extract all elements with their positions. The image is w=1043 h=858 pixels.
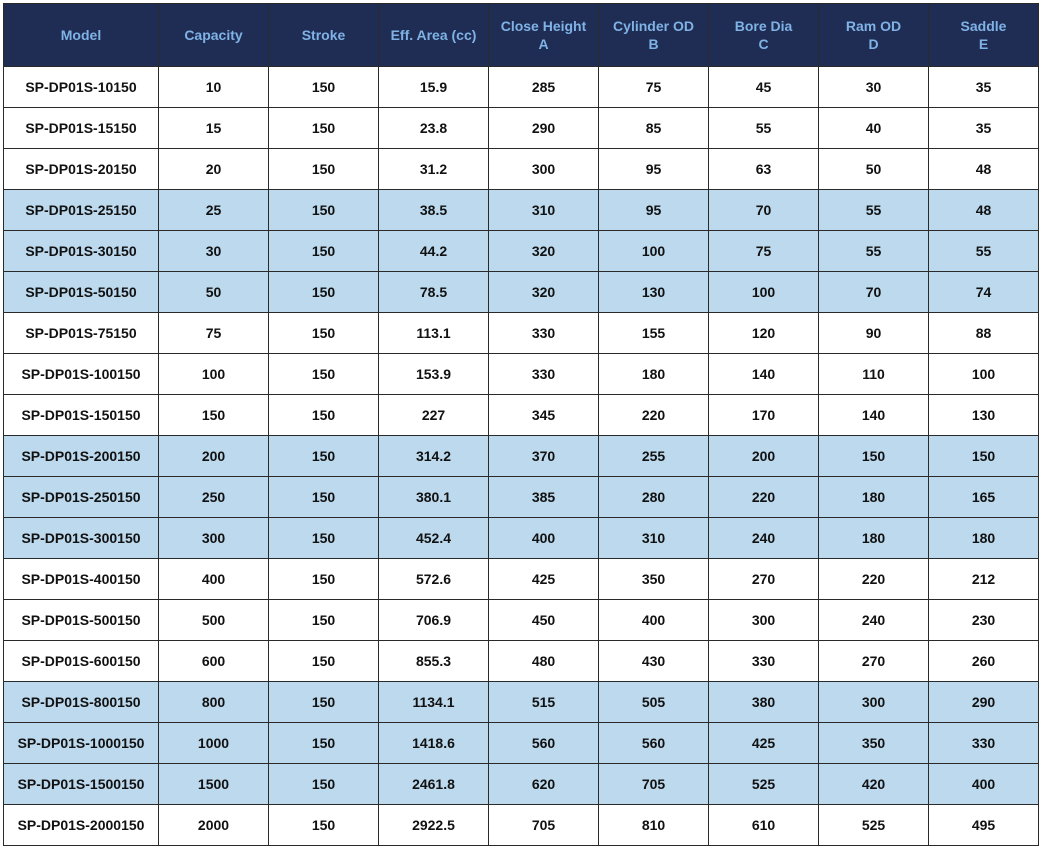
cell-capacity: 1000 <box>159 723 269 764</box>
column-header-label: Stroke <box>301 27 346 43</box>
cell-cylinder-od: 100 <box>599 231 709 272</box>
cell-ram-od: 110 <box>819 354 929 395</box>
cell-ram-od: 525 <box>819 805 929 846</box>
cell-bore-dia: 140 <box>709 354 819 395</box>
cell-model: SP-DP01S-15150 <box>4 108 159 149</box>
table-row <box>4 313 1039 354</box>
cell-eff-area: 1418.6 <box>379 723 489 764</box>
cell-bore-dia: 220 <box>709 477 819 518</box>
cell-cylinder-od: 280 <box>599 477 709 518</box>
cell-capacity: 1500 <box>159 764 269 805</box>
table-row <box>4 272 1039 313</box>
cell-stroke: 150 <box>269 805 379 846</box>
cell-saddle: 88 <box>929 313 1039 354</box>
table-row <box>4 559 1039 600</box>
cell-cylinder-od: 310 <box>599 518 709 559</box>
cell-eff-area: 2461.8 <box>379 764 489 805</box>
cell-stroke: 150 <box>269 354 379 395</box>
cell-bore-dia: 425 <box>709 723 819 764</box>
cell-saddle: 35 <box>929 67 1039 108</box>
cell-eff-area: 855.3 <box>379 641 489 682</box>
column-header-label: Close Height <box>500 18 587 34</box>
cell-eff-area: 1134.1 <box>379 682 489 723</box>
cell-bore-dia: 380 <box>709 682 819 723</box>
cell-eff-area: 380.1 <box>379 477 489 518</box>
cell-eff-area: 15.9 <box>379 67 489 108</box>
cell-capacity: 30 <box>159 231 269 272</box>
table-row <box>4 108 1039 149</box>
cell-capacity: 50 <box>159 272 269 313</box>
column-header-dimension-letter: B <box>648 36 659 52</box>
cell-bore-dia: 525 <box>709 764 819 805</box>
cell-stroke: 150 <box>269 272 379 313</box>
cell-stroke: 150 <box>269 108 379 149</box>
cell-saddle: 150 <box>929 436 1039 477</box>
cell-close-height: 320 <box>489 272 599 313</box>
cell-ram-od: 180 <box>819 518 929 559</box>
cell-model: SP-DP01S-50150 <box>4 272 159 313</box>
column-header-label: Model <box>60 27 102 43</box>
cell-close-height: 330 <box>489 313 599 354</box>
cell-cylinder-od: 85 <box>599 108 709 149</box>
cell-saddle: 230 <box>929 600 1039 641</box>
cell-bore-dia: 55 <box>709 108 819 149</box>
table-row <box>4 600 1039 641</box>
column-header-close-height <box>489 4 599 67</box>
cell-model: SP-DP01S-30150 <box>4 231 159 272</box>
cell-model: SP-DP01S-100150 <box>4 354 159 395</box>
cell-bore-dia: 330 <box>709 641 819 682</box>
table-row <box>4 723 1039 764</box>
cell-eff-area: 23.8 <box>379 108 489 149</box>
cell-stroke: 150 <box>269 682 379 723</box>
cell-model: SP-DP01S-250150 <box>4 477 159 518</box>
table-row <box>4 231 1039 272</box>
cell-cylinder-od: 705 <box>599 764 709 805</box>
cell-close-height: 330 <box>489 354 599 395</box>
column-header-dimension-letter: D <box>868 36 879 52</box>
cell-capacity: 250 <box>159 477 269 518</box>
cell-ram-od: 140 <box>819 395 929 436</box>
table-row <box>4 805 1039 846</box>
cell-close-height: 425 <box>489 559 599 600</box>
cell-close-height: 385 <box>489 477 599 518</box>
cell-model: SP-DP01S-800150 <box>4 682 159 723</box>
cell-capacity: 100 <box>159 354 269 395</box>
table-row <box>4 641 1039 682</box>
cell-saddle: 212 <box>929 559 1039 600</box>
cell-capacity: 150 <box>159 395 269 436</box>
cell-capacity: 600 <box>159 641 269 682</box>
table-body <box>4 67 1039 846</box>
cell-bore-dia: 300 <box>709 600 819 641</box>
column-header-label: Saddle <box>960 18 1007 34</box>
cell-stroke: 150 <box>269 436 379 477</box>
cell-ram-od: 350 <box>819 723 929 764</box>
cell-eff-area: 227 <box>379 395 489 436</box>
cell-cylinder-od: 400 <box>599 600 709 641</box>
cell-cylinder-od: 75 <box>599 67 709 108</box>
cell-model: SP-DP01S-500150 <box>4 600 159 641</box>
table-row <box>4 436 1039 477</box>
column-header-label: Bore Dia <box>734 18 793 34</box>
cell-ram-od: 70 <box>819 272 929 313</box>
cell-stroke: 150 <box>269 518 379 559</box>
cell-capacity: 300 <box>159 518 269 559</box>
cell-model: SP-DP01S-25150 <box>4 190 159 231</box>
cell-eff-area: 2922.5 <box>379 805 489 846</box>
cell-stroke: 150 <box>269 190 379 231</box>
cell-close-height: 480 <box>489 641 599 682</box>
table-row <box>4 149 1039 190</box>
cell-cylinder-od: 130 <box>599 272 709 313</box>
cell-model: SP-DP01S-400150 <box>4 559 159 600</box>
cell-ram-od: 220 <box>819 559 929 600</box>
column-header-dimension-letter: A <box>538 36 549 52</box>
column-header-ram-od <box>819 4 929 67</box>
header-row <box>4 4 1039 67</box>
cell-ram-od: 55 <box>819 190 929 231</box>
table-row <box>4 518 1039 559</box>
cell-close-height: 345 <box>489 395 599 436</box>
cell-eff-area: 113.1 <box>379 313 489 354</box>
cell-close-height: 450 <box>489 600 599 641</box>
table-row <box>4 764 1039 805</box>
cell-saddle: 35 <box>929 108 1039 149</box>
cell-ram-od: 300 <box>819 682 929 723</box>
cell-bore-dia: 45 <box>709 67 819 108</box>
cell-bore-dia: 610 <box>709 805 819 846</box>
table-header <box>4 4 1039 67</box>
cell-saddle: 130 <box>929 395 1039 436</box>
cell-model: SP-DP01S-600150 <box>4 641 159 682</box>
cell-saddle: 74 <box>929 272 1039 313</box>
cell-saddle: 165 <box>929 477 1039 518</box>
table-row <box>4 477 1039 518</box>
cell-model: SP-DP01S-1000150 <box>4 723 159 764</box>
table-row <box>4 395 1039 436</box>
table-row <box>4 682 1039 723</box>
cell-stroke: 150 <box>269 723 379 764</box>
cell-bore-dia: 75 <box>709 231 819 272</box>
cell-close-height: 560 <box>489 723 599 764</box>
cell-capacity: 20 <box>159 149 269 190</box>
cell-model: SP-DP01S-2000150 <box>4 805 159 846</box>
table-row <box>4 354 1039 395</box>
cell-eff-area: 38.5 <box>379 190 489 231</box>
cell-ram-od: 240 <box>819 600 929 641</box>
cell-stroke: 150 <box>269 559 379 600</box>
cell-cylinder-od: 255 <box>599 436 709 477</box>
cell-cylinder-od: 810 <box>599 805 709 846</box>
cell-eff-area: 31.2 <box>379 149 489 190</box>
column-header-stroke <box>269 4 379 67</box>
cell-ram-od: 50 <box>819 149 929 190</box>
cell-saddle: 290 <box>929 682 1039 723</box>
cell-model: SP-DP01S-10150 <box>4 67 159 108</box>
cell-stroke: 150 <box>269 764 379 805</box>
cell-saddle: 48 <box>929 190 1039 231</box>
column-header-bore-dia <box>709 4 819 67</box>
cell-bore-dia: 63 <box>709 149 819 190</box>
cell-bore-dia: 240 <box>709 518 819 559</box>
cell-model: SP-DP01S-1500150 <box>4 764 159 805</box>
cell-eff-area: 452.4 <box>379 518 489 559</box>
cell-cylinder-od: 180 <box>599 354 709 395</box>
cell-eff-area: 314.2 <box>379 436 489 477</box>
cell-capacity: 2000 <box>159 805 269 846</box>
cell-close-height: 290 <box>489 108 599 149</box>
spec-table-wrapper <box>3 3 1039 846</box>
cell-saddle: 55 <box>929 231 1039 272</box>
cell-close-height: 705 <box>489 805 599 846</box>
cell-eff-area: 572.6 <box>379 559 489 600</box>
cell-capacity: 75 <box>159 313 269 354</box>
column-header-label: Eff. Area (cc) <box>390 27 477 43</box>
cell-cylinder-od: 350 <box>599 559 709 600</box>
cell-bore-dia: 270 <box>709 559 819 600</box>
cell-cylinder-od: 560 <box>599 723 709 764</box>
cell-capacity: 200 <box>159 436 269 477</box>
cell-eff-area: 706.9 <box>379 600 489 641</box>
cell-eff-area: 78.5 <box>379 272 489 313</box>
table-row <box>4 67 1039 108</box>
cell-eff-area: 153.9 <box>379 354 489 395</box>
cell-stroke: 150 <box>269 313 379 354</box>
cell-model: SP-DP01S-300150 <box>4 518 159 559</box>
cell-close-height: 300 <box>489 149 599 190</box>
cell-stroke: 150 <box>269 231 379 272</box>
cell-cylinder-od: 220 <box>599 395 709 436</box>
table-row <box>4 190 1039 231</box>
cell-ram-od: 180 <box>819 477 929 518</box>
cell-ram-od: 420 <box>819 764 929 805</box>
cell-stroke: 150 <box>269 477 379 518</box>
cell-cylinder-od: 430 <box>599 641 709 682</box>
cell-model: SP-DP01S-20150 <box>4 149 159 190</box>
column-header-capacity <box>159 4 269 67</box>
cell-saddle: 180 <box>929 518 1039 559</box>
cell-ram-od: 30 <box>819 67 929 108</box>
cell-eff-area: 44.2 <box>379 231 489 272</box>
cylinder-spec-table <box>3 3 1039 846</box>
cell-close-height: 370 <box>489 436 599 477</box>
cell-bore-dia: 170 <box>709 395 819 436</box>
cell-cylinder-od: 95 <box>599 190 709 231</box>
column-header-saddle <box>929 4 1039 67</box>
cell-ram-od: 55 <box>819 231 929 272</box>
cell-capacity: 500 <box>159 600 269 641</box>
column-header-label: Capacity <box>184 27 243 43</box>
cell-model: SP-DP01S-200150 <box>4 436 159 477</box>
cell-model: SP-DP01S-150150 <box>4 395 159 436</box>
cell-model: SP-DP01S-75150 <box>4 313 159 354</box>
cell-ram-od: 40 <box>819 108 929 149</box>
cell-cylinder-od: 155 <box>599 313 709 354</box>
cell-close-height: 285 <box>489 67 599 108</box>
cell-close-height: 515 <box>489 682 599 723</box>
column-header-label: Ram OD <box>845 18 902 34</box>
cell-cylinder-od: 95 <box>599 149 709 190</box>
cell-saddle: 495 <box>929 805 1039 846</box>
cell-bore-dia: 200 <box>709 436 819 477</box>
cell-stroke: 150 <box>269 600 379 641</box>
cell-saddle: 330 <box>929 723 1039 764</box>
cell-capacity: 800 <box>159 682 269 723</box>
cell-close-height: 620 <box>489 764 599 805</box>
cell-bore-dia: 120 <box>709 313 819 354</box>
cell-stroke: 150 <box>269 395 379 436</box>
cell-stroke: 150 <box>269 641 379 682</box>
cell-capacity: 15 <box>159 108 269 149</box>
cell-capacity: 10 <box>159 67 269 108</box>
column-header-model <box>4 4 159 67</box>
cell-bore-dia: 100 <box>709 272 819 313</box>
column-header-cylinder-od <box>599 4 709 67</box>
cell-close-height: 310 <box>489 190 599 231</box>
cell-cylinder-od: 505 <box>599 682 709 723</box>
cell-stroke: 150 <box>269 149 379 190</box>
cell-ram-od: 90 <box>819 313 929 354</box>
cell-stroke: 150 <box>269 67 379 108</box>
cell-saddle: 48 <box>929 149 1039 190</box>
cell-ram-od: 150 <box>819 436 929 477</box>
cell-capacity: 400 <box>159 559 269 600</box>
column-header-dimension-letter: C <box>758 36 769 52</box>
cell-close-height: 320 <box>489 231 599 272</box>
cell-capacity: 25 <box>159 190 269 231</box>
cell-bore-dia: 70 <box>709 190 819 231</box>
column-header-eff-area <box>379 4 489 67</box>
cell-saddle: 400 <box>929 764 1039 805</box>
cell-saddle: 260 <box>929 641 1039 682</box>
cell-ram-od: 270 <box>819 641 929 682</box>
column-header-label: Cylinder OD <box>613 18 694 34</box>
column-header-dimension-letter: E <box>978 36 989 52</box>
cell-saddle: 100 <box>929 354 1039 395</box>
cell-close-height: 400 <box>489 518 599 559</box>
